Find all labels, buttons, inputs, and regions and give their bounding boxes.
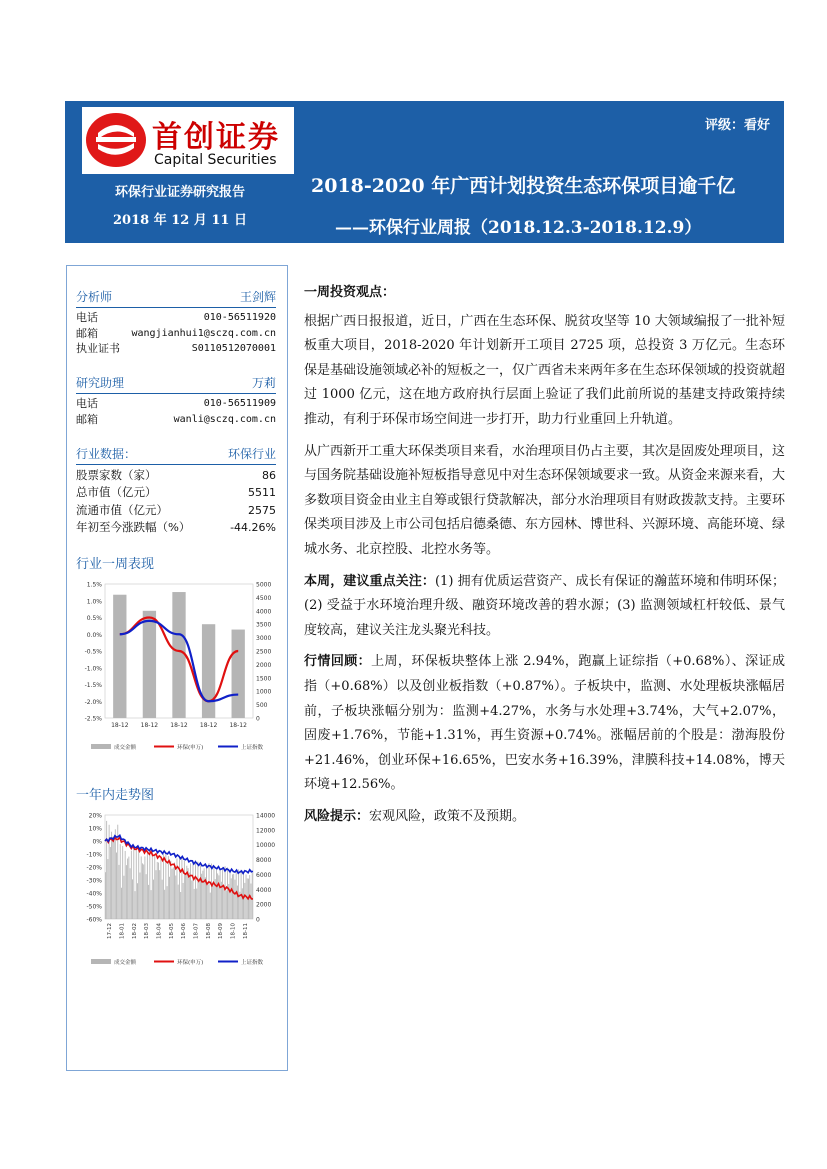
volume-bar (235, 880, 236, 919)
volume-bar (198, 862, 199, 919)
y-tick-right: 500 (256, 702, 268, 710)
volume-bar (169, 877, 170, 919)
company-logo (82, 107, 294, 174)
y-tick-right: 10000 (256, 842, 276, 850)
weekly-chart-title: 行业一周表现 (76, 557, 155, 572)
x-tick: 18-03 (144, 923, 151, 939)
analyst-label: 分析师 (76, 290, 113, 304)
volume-bar (152, 852, 153, 919)
sidebar (66, 265, 288, 1071)
analyst-row (76, 341, 276, 357)
volume-bar (210, 893, 211, 919)
y-tick-left: -0.5% (84, 648, 102, 656)
volume-bar (212, 886, 213, 919)
volume-bar (200, 865, 201, 919)
volume-bar (151, 890, 152, 919)
volume-bar (163, 854, 164, 919)
paragraph-investment-view: 根据广西日报报道，近日，广西在生态环保、脱贫攻坚等 10 大领域编报了一批补短板重大项目，2018-2020 年计划新开工项目 2725 项，总投资 3 万亿元。生态环保是基础设施领域必补的短板之一，仅广西省未来两年多在生态环保领域的投资就超过 1000 亿元，这在地方政府执行层面上验证了我们此前所说的基建支持政策持续推动，有利于环保市场空间进一步打开，助力行业重回上升轨道。 (304, 313, 786, 427)
row-value: 2575 (248, 503, 276, 517)
volume-bar (105, 872, 106, 919)
row-key: 股票家数（家） (76, 468, 157, 482)
volume-bar (217, 873, 218, 919)
x-tick: 17-12 (107, 923, 114, 939)
volume-bar (242, 888, 243, 919)
y-tick-left: 0.5% (86, 615, 102, 622)
y-tick-right: 3500 (256, 621, 272, 629)
y-tick-left: -60% (86, 916, 102, 924)
y-tick-right: 3000 (256, 635, 272, 643)
volume-bar (116, 852, 117, 919)
volume-bar (168, 856, 169, 919)
volume-bar (194, 889, 195, 919)
row-value: 010-56511909 (203, 398, 276, 409)
row-key: 流通市值（亿元） (76, 502, 168, 517)
volume-bar (143, 611, 156, 718)
weekly-performance-chart (75, 578, 281, 756)
x-tick: 18-09 (218, 923, 225, 939)
assistant-row (76, 396, 276, 412)
row-value: 5511 (248, 486, 276, 500)
legend-label: 环保(申万) (177, 960, 204, 966)
volume-bar (113, 595, 126, 718)
analyst-heading (76, 288, 276, 308)
row-key: 执业证书 (76, 342, 120, 355)
volume-bar (126, 865, 127, 919)
volume-bar (112, 837, 113, 919)
x-tick: 18-08 (205, 923, 212, 939)
industry-row (76, 519, 276, 536)
volume-bar (124, 876, 125, 919)
volume-bar (174, 862, 175, 919)
legend-label: 上证指数 (241, 960, 264, 966)
assistant-row (76, 412, 276, 428)
volume-bar (158, 863, 159, 919)
volume-bar (167, 886, 168, 919)
row-key: 邮箱 (76, 412, 98, 426)
y-tick-right: 14000 (256, 812, 276, 820)
legend-label: 成交金额 (114, 745, 137, 751)
paragraph-guangxi-projects: 从广西新开工重大环保类项目来看，水治理项目仍占主要，其次是固废处理项目，这与国务院基础设施补短板指导意见中对生态环保领域要求一致。从资金来源来看，大多数项目资金由业主自筹或银行贷款解决，部分水治理项目有财政拨款支持。主要环保类项目涉及上市公司包括启德桑德、东方园林、博世科、兴源环境、高能环境、绿城水务、北京控股、北控水务等。 (304, 443, 786, 557)
x-tick: 18-12 (111, 722, 129, 729)
volume-bar (137, 883, 138, 919)
volume-bar (226, 890, 227, 919)
volume-bar (132, 879, 133, 919)
row-key: 电话 (76, 311, 98, 324)
y-tick-right: 2500 (256, 648, 272, 656)
x-tick: 18-06 (181, 923, 188, 939)
y-tick-left: -1.5% (84, 682, 102, 689)
volume-bar (147, 852, 148, 919)
y-tick-right: 1000 (256, 688, 272, 696)
y-tick-left: 0.0% (86, 631, 102, 639)
volume-bar (231, 878, 232, 919)
volume-bar (202, 871, 203, 919)
logo-text-cn: 首创证券 (152, 120, 280, 155)
legend-swatch (91, 744, 111, 749)
yearly-trend-chart (75, 809, 281, 969)
volume-bar (180, 892, 181, 919)
row-key: 邮箱 (76, 326, 98, 340)
volume-bar (209, 863, 210, 919)
x-tick: 18-01 (119, 923, 126, 939)
volume-bar (172, 869, 173, 919)
risk-heading: 风险提示： (304, 808, 370, 824)
volume-bar (130, 868, 131, 919)
volume-bar (223, 889, 224, 919)
volume-bar (227, 867, 228, 919)
volume-bar (181, 858, 182, 919)
volume-bar (120, 844, 121, 919)
volume-bar (110, 847, 111, 919)
y-tick-right: 5000 (256, 581, 272, 589)
x-tick: 18-12 (170, 722, 188, 729)
volume-bar (190, 863, 191, 919)
volume-bar (164, 890, 165, 919)
volume-bar (207, 885, 208, 919)
row-key: 电话 (76, 397, 98, 410)
volume-bar (138, 851, 139, 919)
volume-bar (214, 866, 215, 919)
y-tick-right: 0 (256, 715, 260, 723)
y-tick-left: -1.0% (84, 665, 102, 673)
paragraph-recommendations (304, 570, 785, 644)
industry-row (76, 467, 276, 484)
volume-bar (140, 873, 141, 919)
volume-bar (244, 883, 245, 919)
logo-text-en: Capital Securities (154, 152, 277, 168)
report-header (65, 101, 784, 243)
y-tick-left: -2.5% (84, 715, 102, 723)
legend-label: 环保(申万) (177, 745, 204, 751)
volume-bar (237, 886, 238, 919)
x-tick: 18-07 (193, 923, 200, 939)
volume-bar (141, 856, 142, 919)
paragraph-risk (304, 805, 785, 830)
volume-bar (111, 832, 112, 919)
analyst-row (76, 326, 276, 342)
x-tick: 18-11 (242, 923, 249, 939)
row-value: wangjianhui1@sczq.com.cn (131, 327, 276, 339)
y-tick-left: 1.5% (86, 581, 102, 589)
analyst-row (76, 310, 276, 326)
y-tick-left: -50% (86, 903, 102, 911)
y-tick-left: -40% (86, 890, 102, 898)
report-type: 环保行业证券研究报告 (114, 185, 245, 200)
volume-bar (173, 867, 174, 919)
volume-bar (211, 864, 212, 919)
y-tick-right: 8000 (256, 857, 272, 865)
volume-bar (222, 867, 223, 919)
y-tick-right: 4500 (256, 594, 272, 602)
x-tick: 18-04 (156, 923, 163, 939)
volume-bar (238, 869, 239, 919)
y-tick-right: 2000 (256, 901, 272, 909)
y-tick-left: -30% (86, 877, 102, 885)
industry-heading (76, 445, 276, 465)
y-tick-left: 10% (88, 825, 102, 833)
volume-bar (189, 873, 190, 919)
volume-bar (135, 891, 136, 919)
legend-label: 上证指数 (241, 745, 264, 751)
volume-bar (252, 873, 253, 919)
volume-bar (175, 876, 176, 919)
industry-row (76, 484, 276, 501)
rating: 评级：看好 (704, 118, 770, 133)
volume-bar (195, 860, 196, 919)
risk-text: 宏观风险，政策不及预期。 (369, 808, 526, 824)
volume-bar (115, 829, 116, 919)
recommendations-text: (1) 拥有优质运营资产、成长有保证的瀚蓝环境和伟明环保；(2) 受益于水环境治理升级、融资环境改善的碧水源；(3) 监测领域杠杆较低、景气度较高，建议关注龙头聚光科技。 (304, 573, 785, 638)
volume-bar (159, 870, 160, 919)
y-tick-right: 6000 (256, 871, 272, 879)
volume-bar (184, 861, 185, 919)
volume-bar (156, 870, 157, 919)
volume-bar (178, 885, 179, 919)
x-tick: 18-02 (131, 923, 138, 939)
paragraph-market-review (304, 650, 785, 798)
y-tick-right: 12000 (256, 827, 276, 835)
volume-bar (218, 875, 219, 919)
volume-bar (179, 857, 180, 919)
volume-bar (153, 880, 154, 919)
volume-bar (119, 865, 120, 919)
volume-bar (133, 848, 134, 919)
volume-bar (185, 875, 186, 919)
x-tick: 18-05 (168, 923, 175, 939)
volume-bar (233, 874, 234, 919)
volume-bar (236, 871, 237, 919)
volume-bar (127, 859, 128, 919)
volume-bar (193, 861, 194, 919)
volume-bar (161, 857, 162, 919)
analyst-section (76, 288, 276, 357)
volume-bar (216, 870, 217, 919)
volume-bar (125, 851, 126, 919)
volume-bar (144, 856, 145, 919)
volume-bar (148, 885, 149, 919)
volume-bar (143, 864, 144, 919)
y-tick-left: -10% (86, 851, 102, 859)
yearly-chart-title: 一年内走势图 (76, 788, 155, 803)
x-tick: 18-10 (230, 923, 237, 939)
volume-bar (205, 877, 206, 919)
volume-bar (220, 869, 221, 919)
volume-bar (162, 880, 163, 919)
y-tick-right: 0 (256, 916, 260, 924)
volume-bar (225, 866, 226, 919)
y-tick-left: -2.0% (84, 698, 102, 706)
volume-bar (107, 859, 108, 919)
report-title: 2018-2020 年广西计划投资生态环保项目逾千亿 (311, 175, 736, 197)
volume-bar (146, 874, 147, 919)
legend-label: 成交金额 (114, 960, 137, 966)
volume-bar (251, 883, 252, 919)
volume-bar (142, 863, 143, 919)
market-review-heading: 行情回顾： (304, 654, 372, 670)
volume-bar (165, 854, 166, 919)
row-key: 总市值（亿元） (76, 485, 157, 500)
x-tick: 18-12 (199, 722, 218, 729)
legend-swatch (91, 959, 111, 964)
volume-bar (183, 883, 184, 919)
y-tick-right: 4000 (256, 886, 272, 894)
volume-bar (154, 856, 155, 919)
industry-section (76, 445, 276, 536)
volume-bar (232, 630, 245, 718)
x-tick: 18-12 (229, 722, 247, 729)
main-content (304, 281, 785, 836)
row-value: 010-56511920 (203, 312, 276, 323)
y-tick-left: 1.0% (86, 598, 102, 606)
volume-bar (121, 888, 122, 919)
y-tick-left: 20% (88, 812, 102, 820)
y-tick-left: 0% (92, 838, 102, 846)
row-value: 86 (262, 469, 276, 482)
assistant-section (76, 374, 276, 427)
volume-bar (243, 871, 244, 919)
volume-bar (230, 870, 231, 919)
volume-bar (206, 865, 207, 919)
y-tick-right: 4000 (256, 608, 272, 616)
volume-bar (232, 874, 233, 919)
volume-bar (191, 880, 192, 919)
volume-bar (157, 862, 158, 919)
y-tick-right: 1500 (256, 675, 272, 683)
assistant-label: 研究助理 (76, 376, 125, 390)
row-value: S0110512070001 (191, 343, 276, 354)
y-tick-right: 2000 (256, 661, 272, 669)
industry-row (76, 502, 276, 519)
x-tick: 18-12 (140, 722, 159, 729)
investment-view-heading: 一周投资观点： (304, 285, 396, 300)
recommendations-heading: 本周，建议重点关注： (304, 573, 435, 589)
volume-bar (196, 889, 197, 919)
row-key: 年初至今涨跌幅（%） (76, 519, 191, 534)
volume-bar (199, 881, 200, 919)
volume-bar (122, 846, 123, 919)
volume-bar (128, 857, 129, 919)
assistant-heading (76, 374, 276, 394)
volume-bar (202, 624, 215, 718)
volume-bar (106, 821, 107, 919)
industry-name: 环保行业 (227, 447, 276, 461)
row-value: -44.26% (230, 520, 276, 534)
report-subtitle: ——环保行业周报（2018.12.3-2018.12.9） (335, 218, 702, 238)
report-date: 2018 年 12 月 11 日 (113, 213, 247, 228)
volume-bar (204, 868, 205, 919)
y-tick-left: -20% (86, 864, 102, 872)
volume-bar (136, 848, 137, 919)
analyst-name: 王剑辉 (239, 290, 276, 304)
volume-bar (131, 851, 132, 919)
row-value: wanli@sczq.com.cn (173, 413, 276, 425)
volume-bar (172, 592, 185, 718)
assistant-name: 万莉 (251, 376, 276, 390)
industry-label: 行业数据： (76, 447, 137, 461)
market-review-text: 上周，环保板块整体上涨 2.94%，跑赢上证综指（+0.68%）、深证成指（+0.68%）以及创业板指数（+0.87%）。子板块中，监测、水处理板块涨幅居前，子板块涨幅分别为：监测+4.27%，水务与水处理+3.74%，大气+2.07%，固废+1.76%，节能+1.31%，再生资源+0.74%。涨幅居前的个股是：渤海股份+21.46%，创业环保+16.65%，巴安水务+16.39%，津膜科技+14.08%，博天环境+12.56%。 (304, 654, 785, 793)
volume-bar (114, 841, 115, 919)
volume-bar (149, 850, 150, 919)
volume-bar (170, 861, 171, 919)
